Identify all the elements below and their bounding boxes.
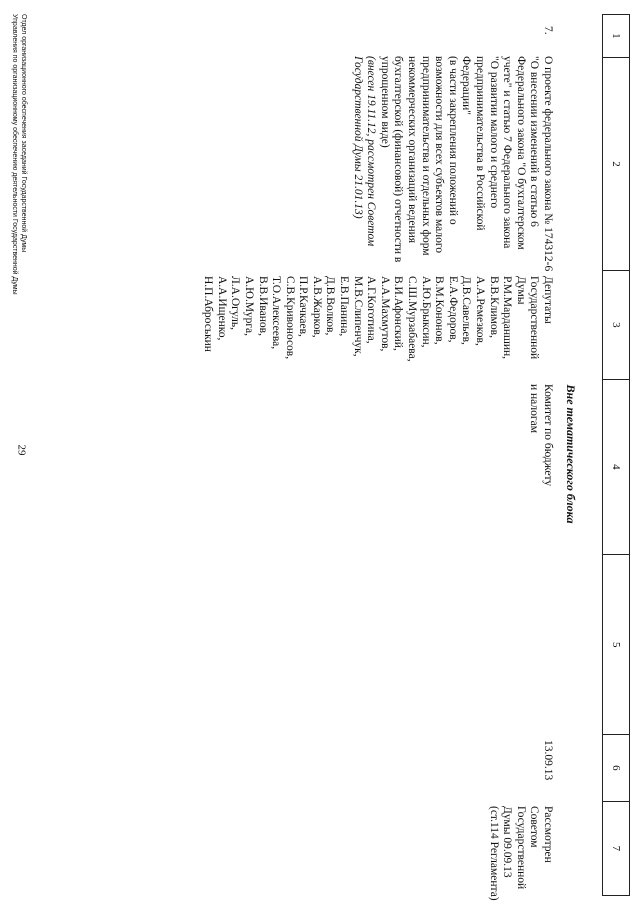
column-header-2: 2 [603,58,629,272]
author-line: Д.В.Волков, [324,276,337,336]
title-line: бухгалтерской (финансовой) отчетности в [392,56,405,263]
author-line: П.Р.Качкаев, [297,276,310,337]
author-line: В.М.Кононов, [433,276,446,345]
title-line: Федерального закона "О бухгалтерском [514,56,527,250]
title-line: Федерации" [460,56,473,116]
section-title: Вне тематического блока [564,384,578,524]
title-line: "О развитии малого и среднего [487,56,500,209]
column-header-3: 3 [603,271,629,379]
review-status [486,806,554,906]
committee-line: и налогам [528,384,541,433]
column-header-1: 1 [603,15,629,58]
author-line: А.А.Ремезков, [474,276,487,346]
author-line: Л.А.Огуль, [229,276,242,330]
author-line: С.Ш.Мурзабаева, [406,276,419,362]
author-line: Н.П.Аброськин [202,276,215,352]
column-header-4: 4 [603,380,629,556]
author-line: Е.А.Федоров, [446,276,459,343]
authors-list [201,276,554,384]
author-line: Думы [514,276,527,305]
title-line: "О внесении изменений в статью 6 [528,56,541,227]
author-line: Д.В.Савельев, [460,276,473,345]
row-number: 7. [542,26,554,35]
table-header [602,14,630,896]
status-line: Государственной [514,806,527,890]
author-line: В.В.Климов, [487,276,500,338]
title-line: учете" и статью 7 Федерального закона [501,56,514,249]
author-line: М.В.Слипенчук, [351,276,364,357]
author-line: А.А.Махмутов, [378,276,391,352]
bill-title [350,56,554,272]
title-line: возможности для всех субъектов малого [433,56,446,254]
author-line: Государственной [528,276,541,360]
author-line: Т.О.Алексеева, [270,276,283,350]
footer-line: Управления по организационному обеспечению деятельности Государственной Думы [11,14,18,295]
responsible-committee [527,384,554,560]
title-line: (в части закрепления положений о [446,56,459,225]
author-line: Е.В.Панина, [338,276,351,337]
column-header-5: 5 [603,555,629,735]
status-line: (ст.114 Регламента) [487,806,500,901]
bill-note-line: Государственной Думы 21.01.13) [351,56,364,219]
title-line: О проекте федерального закона № 174312-6 [542,56,554,272]
title-line: упрощенном виде) [378,56,391,148]
column-header-6: 6 [603,735,629,802]
title-line: предпринимательства в Российской [474,56,487,231]
author-line: В.В.Иванов, [256,276,269,336]
column-header-7: 7 [610,845,622,852]
footer-line: Отдел организационного обеспечения заседаний Государственной Думы [20,14,27,253]
author-line: Р.М.Марданшин, [501,276,514,360]
title-line: некоммерческих организаций ведения [406,56,419,244]
author-line: А.Ю.Брыксин, [419,276,432,348]
author-line: А.А.Ищенко, [215,276,228,341]
author-line: А.В.Жарков, [310,276,323,338]
status-line: Советом [528,806,541,848]
page-number: 29 [15,444,28,456]
footer-department [10,14,28,295]
status-line: Думы 09.09.13 [501,806,514,878]
bill-note-line: (внесен 19.11.12, рассмотрен Советом [365,56,378,247]
title-line: предпринимательства и отдельных форм [419,56,432,256]
author-line: А.Г.Коготина, [365,276,378,344]
author-line: В.И.Афонский, [392,276,405,351]
author-line: Депутаты [542,276,554,324]
review-date: 13.09.13 [542,740,554,781]
author-line: С.В.Кривоносов, [283,276,296,360]
status-line: Рассмотрен [542,806,554,863]
committee-line: Комитет по бюджету [542,384,554,487]
author-line: А.Ю.Мурга, [242,276,255,337]
